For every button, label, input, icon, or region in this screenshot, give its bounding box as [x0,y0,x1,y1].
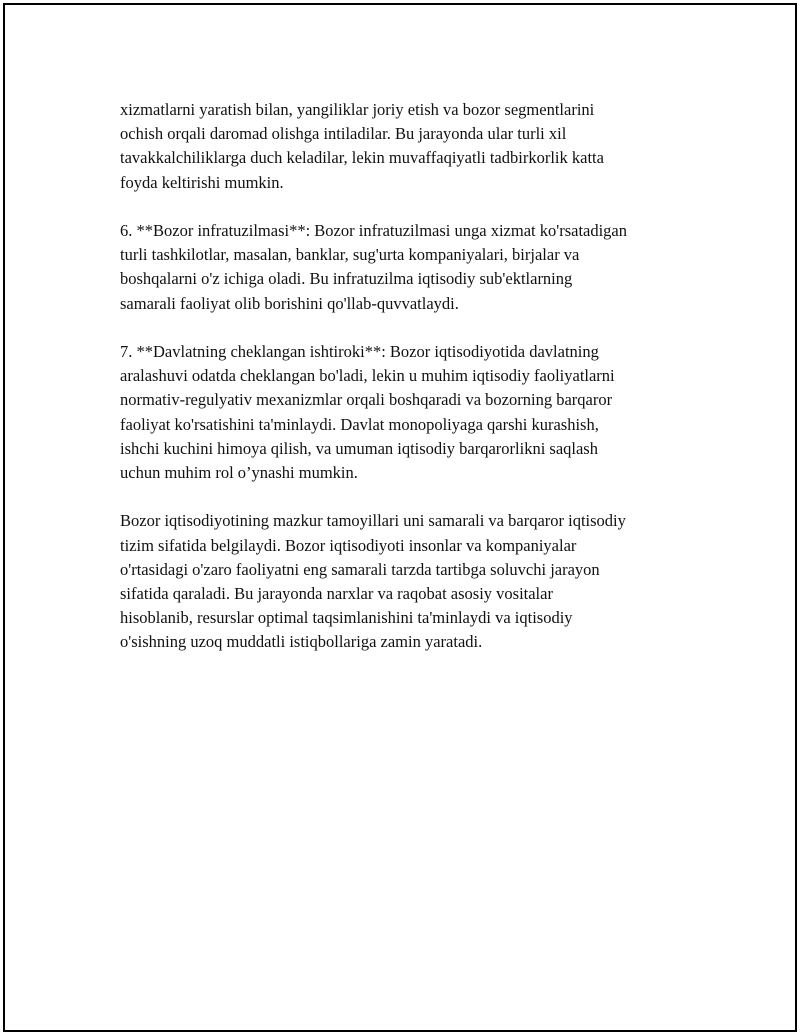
text-line: foyda keltirishi mumkin. [120,172,284,192]
text-line: Bozor iqtisodiyotining mazkur tamoyillari uni samarali va barqaror iqtisodiy [120,511,626,531]
text-line: xizmatlarni yaratish bilan, yangiliklar joriy etish va bozor segmentlarini [120,100,595,119]
text-line: ishchi kuchini himoya qilish, va umuman iqtisodiy barqarorlikni saqlash [120,438,598,458]
text-line: 7. **Davlatning cheklangan ishtiroki**: Bozor iqtisodiyotida davlatning [120,342,599,361]
text-line: boshqalarni o'z ichiga oladi. Bu infratuzilma iqtisodiy sub'ektlarning [120,269,573,289]
text-line: samarali faoliyat olib borishini qo'llab-quvvatlaydi. [120,293,459,313]
paragraph-continuation [120,98,720,195]
text-line: normativ-regulyativ mexanizmlar orqali boshqaradi va bozorning barqaror [120,390,613,410]
text-line: sifatida qaraladi. Bu jarayonda narxlar va raqobat asosiy vositalar [120,584,553,604]
text-line: uchun muhim rol o’ynashi mumkin. [120,463,358,483]
text-line: tavakkalchiliklarga duch keladilar, lekin muvaffaqiyatli tadbirkorlik katta [120,148,604,168]
text-line: o'rtasidagi o'zaro faoliyatni eng samarali tarzda tartibga soluvchi jarayon [120,559,600,579]
paragraph-limited-state-role [120,340,720,485]
text-line: ochish orqali daromad olishga intiladilar. Bu jarayonda ular turli xil [120,124,567,144]
document-page [3,3,797,1032]
text-line: 6. **Bozor infratuzilmasi**: Bozor infratuzilmasi unga xizmat ko'rsatadigan [120,221,628,240]
text-line: faoliyat ko'rsatishini ta'minlaydi. Davlat monopoliyaga qarshi kurashish, [120,414,599,434]
text-line: aralashuvi odatda cheklangan bo'ladi, lekin u muhim iqtisodiy faoliyatlarni [120,366,615,386]
text-line: hisoblanib, resurslar optimal taqsimlanishini ta'minlaydi va iqtisodiy [120,608,573,628]
text-line: tizim sifatida belgilaydi. Bozor iqtisodiyoti insonlar va kompaniyalar [120,535,577,555]
text-line: turli tashkilotlar, masalan, banklar, sug'urta kompaniyalari, birjalar va [120,245,580,265]
paragraph-conclusion [120,509,720,654]
text-line: o'sishning uzoq muddatli istiqbollariga zamin yaratadi. [120,632,483,652]
document-body [120,98,720,679]
paragraph-market-infrastructure [120,219,720,316]
